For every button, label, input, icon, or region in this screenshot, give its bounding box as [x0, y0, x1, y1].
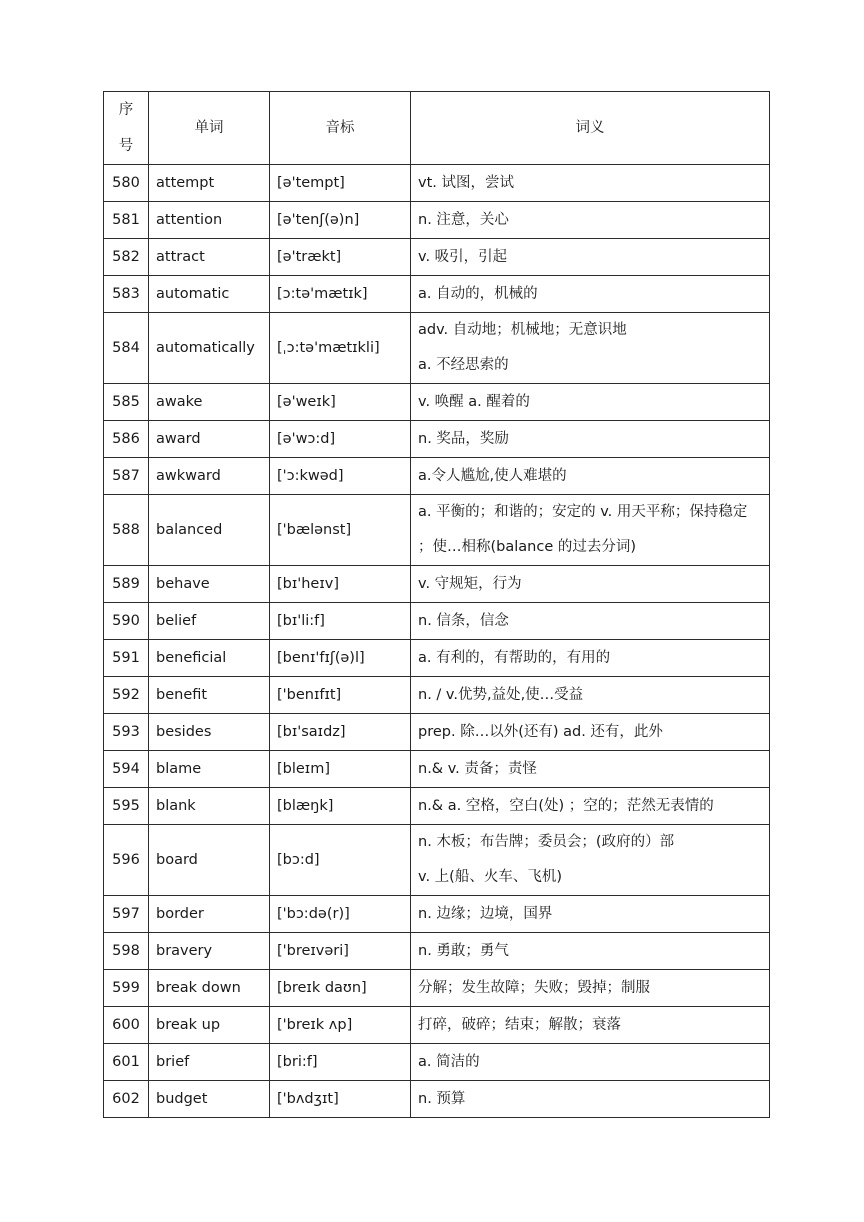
row-number: 589 [104, 566, 149, 603]
meaning-line: v. 吸引，引起 [418, 249, 508, 265]
meaning-line: n. 木板；布告牌；委员会；(政府的）部 [418, 834, 675, 850]
row-number: 582 [104, 239, 149, 276]
row-phonetic: ['breɪk ʌp] [270, 1007, 411, 1044]
meaning-line: 分解；发生故障；失败；毁掉；制服 [418, 980, 650, 996]
row-meaning [411, 751, 770, 788]
row-word: balanced [149, 495, 270, 566]
meaning-line: a. 不经思索的 [418, 357, 509, 373]
row-phonetic: ['ɔ:kwəd] [270, 458, 411, 495]
row-word: benefit [149, 677, 270, 714]
header-number-line2: 号 [118, 138, 134, 154]
vocabulary-table [103, 91, 770, 1118]
row-word: attempt [149, 165, 270, 202]
row-number: 581 [104, 202, 149, 239]
table-row [104, 239, 770, 276]
row-phonetic: [bɔ:d] [270, 825, 411, 896]
header-meaning: 词义 [411, 92, 770, 165]
row-number: 583 [104, 276, 149, 313]
meaning-line: a. 有利的，有帮助的，有用的 [418, 650, 611, 666]
row-number: 588 [104, 495, 149, 566]
row-phonetic: [ə'tempt] [270, 165, 411, 202]
meaning-line: n. / v.优势,益处,使…受益 [418, 687, 584, 703]
table-row [104, 1081, 770, 1118]
row-number: 595 [104, 788, 149, 825]
meaning-line: v. 上(船、火车、飞机) [418, 869, 562, 885]
row-phonetic: ['bʌdʒɪt] [270, 1081, 411, 1118]
row-phonetic: [bleɪm] [270, 751, 411, 788]
meaning-line: n.& a. 空格，空白(处) ；空的；茫然无表情的 [418, 798, 714, 814]
row-phonetic: ['bɔ:də(r)] [270, 896, 411, 933]
table-row [104, 384, 770, 421]
header-word: 单词 [149, 92, 270, 165]
table-row [104, 313, 770, 384]
row-word: blank [149, 788, 270, 825]
row-number: 590 [104, 603, 149, 640]
row-meaning [411, 313, 770, 384]
row-number: 598 [104, 933, 149, 970]
row-phonetic: [blæŋk] [270, 788, 411, 825]
meaning-line: n. 信条，信念 [418, 613, 509, 629]
table-row [104, 1007, 770, 1044]
row-number: 587 [104, 458, 149, 495]
table-row [104, 825, 770, 896]
row-phonetic: [ɔ:tə'mætɪk] [270, 276, 411, 313]
row-phonetic: [ə'trækt] [270, 239, 411, 276]
row-meaning [411, 276, 770, 313]
row-number: 580 [104, 165, 149, 202]
meaning-line: n. 边缘；边境，国界 [418, 906, 553, 922]
row-meaning [411, 566, 770, 603]
table-row [104, 566, 770, 603]
row-meaning [411, 603, 770, 640]
row-number: 591 [104, 640, 149, 677]
table-row [104, 276, 770, 313]
row-phonetic: ['bælənst] [270, 495, 411, 566]
meaning-line: prep. 除…以外(还有) ad. 还有，此外 [418, 724, 663, 740]
table-row [104, 640, 770, 677]
table-row [104, 421, 770, 458]
row-number: 599 [104, 970, 149, 1007]
meaning-line: n. 预算 [418, 1091, 466, 1107]
meaning-line: a. 平衡的；和谐的；安定的 v. 用天平称；保持稳定 [418, 504, 748, 520]
meaning-line: v. 守规矩，行为 [418, 576, 522, 592]
table-row [104, 1044, 770, 1081]
row-meaning [411, 458, 770, 495]
meaning-line: 打碎，破碎；结束；解散；衰落 [418, 1017, 621, 1033]
row-meaning [411, 1007, 770, 1044]
meaning-line: vt. 试图，尝试 [418, 175, 514, 191]
row-meaning [411, 495, 770, 566]
table-row [104, 677, 770, 714]
meaning-line: adv. 自动地；机械地；无意识地 [418, 322, 627, 338]
row-number: 593 [104, 714, 149, 751]
row-number: 596 [104, 825, 149, 896]
row-meaning [411, 1081, 770, 1118]
row-word: break up [149, 1007, 270, 1044]
row-phonetic: [ə'weɪk] [270, 384, 411, 421]
header-phonetic: 音标 [270, 92, 411, 165]
row-meaning [411, 421, 770, 458]
meaning-line: n.& v. 责备；责怪 [418, 761, 537, 777]
row-number: 584 [104, 313, 149, 384]
row-number: 602 [104, 1081, 149, 1118]
row-number: 601 [104, 1044, 149, 1081]
table-row [104, 495, 770, 566]
meaning-line: a. 自动的，机械的 [418, 286, 538, 302]
row-phonetic: [bɪ'li:f] [270, 603, 411, 640]
row-word: beneficial [149, 640, 270, 677]
row-meaning [411, 970, 770, 1007]
meaning-line: v. 唤醒 a. 醒着的 [418, 394, 530, 410]
table-row [104, 788, 770, 825]
row-phonetic: [bɪ'heɪv] [270, 566, 411, 603]
table-row [104, 933, 770, 970]
table-row [104, 202, 770, 239]
row-phonetic: [ˌɔ:tə'mætɪkli] [270, 313, 411, 384]
meaning-line: n. 奖品，奖励 [418, 431, 509, 447]
row-meaning [411, 788, 770, 825]
row-word: budget [149, 1081, 270, 1118]
row-word: attention [149, 202, 270, 239]
meaning-line: n. 注意，关心 [418, 212, 509, 228]
table-row [104, 603, 770, 640]
table-row [104, 896, 770, 933]
row-word: besides [149, 714, 270, 751]
row-phonetic: ['breɪvəri] [270, 933, 411, 970]
meaning-line: ；使…相称(balance 的过去分词) [418, 539, 637, 555]
row-meaning [411, 825, 770, 896]
table-row [104, 714, 770, 751]
header-number [104, 92, 149, 165]
row-number: 586 [104, 421, 149, 458]
row-number: 600 [104, 1007, 149, 1044]
row-word: brief [149, 1044, 270, 1081]
row-word: automatic [149, 276, 270, 313]
row-word: break down [149, 970, 270, 1007]
row-phonetic: [ə'wɔ:d] [270, 421, 411, 458]
table-row [104, 970, 770, 1007]
table-header-row [104, 92, 770, 165]
row-word: border [149, 896, 270, 933]
row-word: awake [149, 384, 270, 421]
table-row [104, 751, 770, 788]
row-phonetic: [ə'tenʃ(ə)n] [270, 202, 411, 239]
row-meaning [411, 933, 770, 970]
header-number-line1: 序 [118, 102, 134, 118]
row-phonetic: [bɪ'saɪdz] [270, 714, 411, 751]
row-meaning [411, 896, 770, 933]
row-number: 594 [104, 751, 149, 788]
row-word: attract [149, 239, 270, 276]
row-word: belief [149, 603, 270, 640]
row-meaning [411, 202, 770, 239]
meaning-line: a.令人尴尬,使人难堪的 [418, 468, 567, 484]
row-number: 585 [104, 384, 149, 421]
row-phonetic: ['benɪfɪt] [270, 677, 411, 714]
row-meaning [411, 714, 770, 751]
row-word: board [149, 825, 270, 896]
row-phonetic: [benɪ'fɪʃ(ə)l] [270, 640, 411, 677]
row-word: behave [149, 566, 270, 603]
row-meaning [411, 1044, 770, 1081]
row-meaning [411, 640, 770, 677]
row-phonetic: [bri:f] [270, 1044, 411, 1081]
row-meaning [411, 165, 770, 202]
row-word: blame [149, 751, 270, 788]
row-word: bravery [149, 933, 270, 970]
row-word: awkward [149, 458, 270, 495]
row-number: 592 [104, 677, 149, 714]
row-phonetic: [breɪk daʊn] [270, 970, 411, 1007]
meaning-line: n. 勇敢；勇气 [418, 943, 509, 959]
row-number: 597 [104, 896, 149, 933]
row-word: award [149, 421, 270, 458]
row-word: automatically [149, 313, 270, 384]
table-row [104, 458, 770, 495]
row-meaning [411, 384, 770, 421]
table-row [104, 165, 770, 202]
meaning-line: a. 简洁的 [418, 1054, 480, 1070]
row-meaning [411, 239, 770, 276]
row-meaning [411, 677, 770, 714]
